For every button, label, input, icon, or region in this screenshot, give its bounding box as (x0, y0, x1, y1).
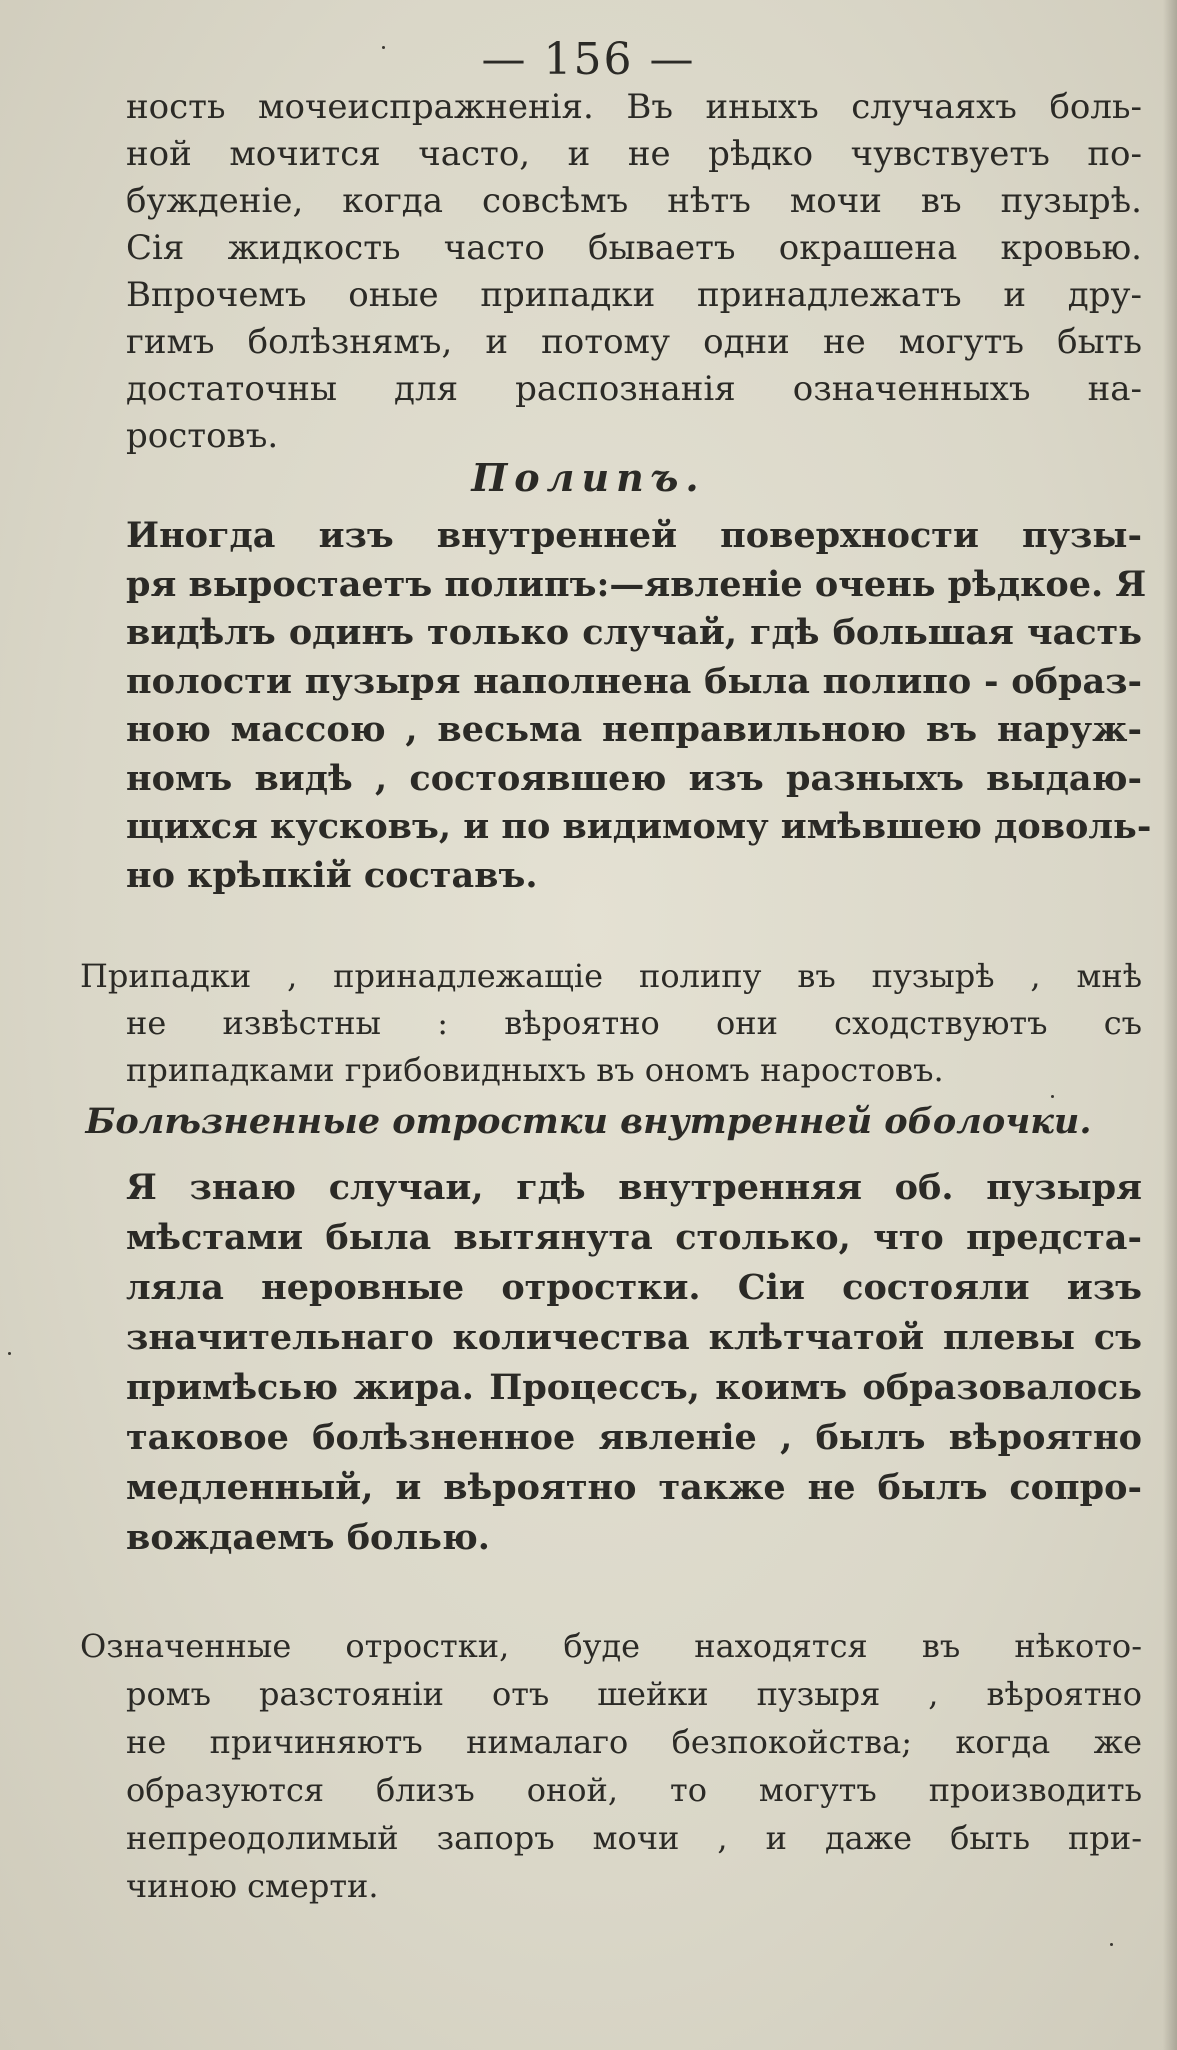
text-line: полости пузыря наполнена была полипо - образ- (126, 660, 1142, 702)
text-line: вождаемъ болью. (126, 1517, 490, 1558)
page-number: — 156 — (481, 34, 696, 85)
text-line: мѣстами была вытянута столько, что предста- (126, 1217, 1142, 1258)
text-line: Иногда изъ внутренней поверхности пузы- (126, 515, 1142, 556)
text-line: примѣсью жира. Процессъ, коимъ образовалось (126, 1367, 1142, 1408)
text-line: ростовъ. (126, 416, 279, 456)
text-line: медленный, и вѣроятно также не былъ сопро- (126, 1467, 1142, 1508)
text-line: ность мочеиспражненія. Въ иныхъ случаяхъ боль- (126, 87, 1142, 127)
text-line: щихся кусковъ, и по видимому имѣвшею доволь- (126, 806, 1152, 847)
text-line: бужденіе, когда совсѣмъ нѣтъ мочи въ пузырѣ. (126, 181, 1142, 221)
text-line: Припадки , принадлежащіе полипу въ пузырѣ , мнѣ (80, 957, 1142, 995)
text-line: не извѣстны : вѣроятно они сходствуютъ съ (126, 1004, 1142, 1042)
text-line: видѣлъ одинъ только случай, гдѣ большая часть (126, 612, 1142, 653)
text-line: Впрочемъ оные припадки принадлежатъ и дру- (126, 275, 1142, 315)
text-line: таковое болѣзненное явленіе , былъ вѣроятно (126, 1417, 1142, 1458)
text-line: ной мочится часто, и не рѣдко чувствуетъ по- (126, 134, 1142, 174)
text-line: Я знаю случаи, гдѣ внутренняя об. пузыря (126, 1167, 1142, 1208)
top-paragraph (126, 84, 1142, 460)
print-speck (382, 46, 385, 49)
text-line: номъ видѣ , состоявшею изъ разныхъ выдаю- (126, 757, 1142, 799)
print-speck (8, 1352, 11, 1355)
outgrowths-paragraph (126, 1163, 1142, 1563)
page-edge-shadow (1163, 0, 1177, 2050)
text-line: Сія жидкость часто бываетъ окрашена кровью. (126, 228, 1142, 268)
outgrowths-note (80, 1622, 1142, 1910)
text-line: гимъ болѣзнямъ, и потому одни не могутъ быть (126, 322, 1142, 362)
polyp-note (80, 953, 1142, 1094)
text-line: припадками грибовидныхъ въ ономъ наростовъ. (126, 1051, 944, 1089)
heading-outgrowths: Болѣзненные отростки внутренней оболочки. (85, 1101, 1092, 1142)
text-line: ромъ разстояніи отъ шейки пузыря , вѣроятно (126, 1675, 1142, 1713)
text-line: ною массою , весьма неправильною въ наруж- (126, 709, 1142, 750)
polyp-paragraph (126, 512, 1152, 900)
text-line: не причиняютъ нималаго безпокойства; когда же (126, 1723, 1142, 1761)
print-speck (1110, 1943, 1113, 1946)
print-speck (1051, 1095, 1054, 1098)
text-line: ляла неровные отростки. Сіи состояли изъ (126, 1267, 1142, 1308)
text-line: Означенные отростки, буде находятся въ нѣкото- (80, 1627, 1142, 1665)
text-line: значительнаго количества клѣтчатой плевы съ (126, 1317, 1142, 1358)
text-line: но крѣпкій составъ. (126, 854, 538, 896)
text-line: ря выростаетъ полипъ:—явленіе очень рѣдкое. Я (126, 563, 1147, 605)
text-line: образуются близъ оной, то могутъ производить (126, 1771, 1142, 1809)
text-line: достаточны для распознанія означенныхъ на- (126, 369, 1142, 409)
heading-polyp: Полипъ. (471, 455, 706, 500)
text-line: непреодолимый запоръ мочи , и даже быть при- (126, 1819, 1142, 1857)
text-line: чиною смерти. (126, 1867, 379, 1905)
